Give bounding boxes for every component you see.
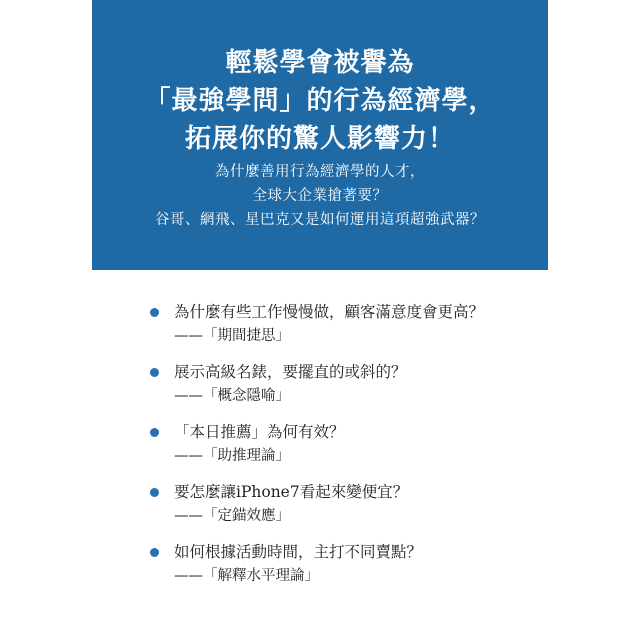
subheadline-line-2: 全球大企業搶著要？ [252, 188, 388, 204]
headline [92, 44, 548, 158]
question-text: 「本日推薦」為何有效？ [174, 423, 345, 441]
list-item [150, 480, 550, 540]
headline-line-3: 拓展你的驚人影響力！ [184, 124, 455, 154]
answer-text: ——「概念隱喻」 [174, 388, 290, 404]
headline-line-1: 輕鬆學會被譽為 [225, 48, 415, 78]
answer-text: ——「期間捷思」 [174, 328, 290, 344]
subheadline-line-1: 為什麼善用行為經濟學的人才， [215, 164, 425, 180]
answer-text: ——「解釋水平理論」 [174, 568, 319, 584]
list-item [150, 420, 550, 480]
blue-banner [92, 0, 548, 270]
list-item [150, 360, 550, 420]
question-text: 如何根據活動時間，主打不同賣點？ [174, 543, 423, 561]
bullet-dot-icon [150, 488, 159, 497]
bullet-dot-icon [150, 548, 159, 557]
bullet-dot-icon [150, 428, 159, 437]
list-item [150, 540, 550, 600]
question-list [150, 300, 550, 600]
headline-line-2: 「最強學問」的行為經濟學， [144, 86, 496, 116]
bullet-dot-icon [150, 368, 159, 377]
subheadline [92, 160, 548, 232]
question-text: 為什麼有些工作慢慢做，顧客滿意度會更高？ [174, 303, 485, 321]
bullet-dot-icon [150, 308, 159, 317]
list-item [150, 300, 550, 360]
subheadline-line-3: 谷哥、網飛、星巴克又是如何運用這項超強武器？ [155, 212, 485, 228]
question-text: 要怎麼讓iPhone7看起來變便宜？ [174, 483, 409, 501]
answer-text: ——「定錨效應」 [174, 508, 290, 524]
question-text: 展示高級名錶，要擺直的或斜的？ [174, 363, 407, 381]
answer-text: ——「助推理論」 [174, 448, 290, 464]
